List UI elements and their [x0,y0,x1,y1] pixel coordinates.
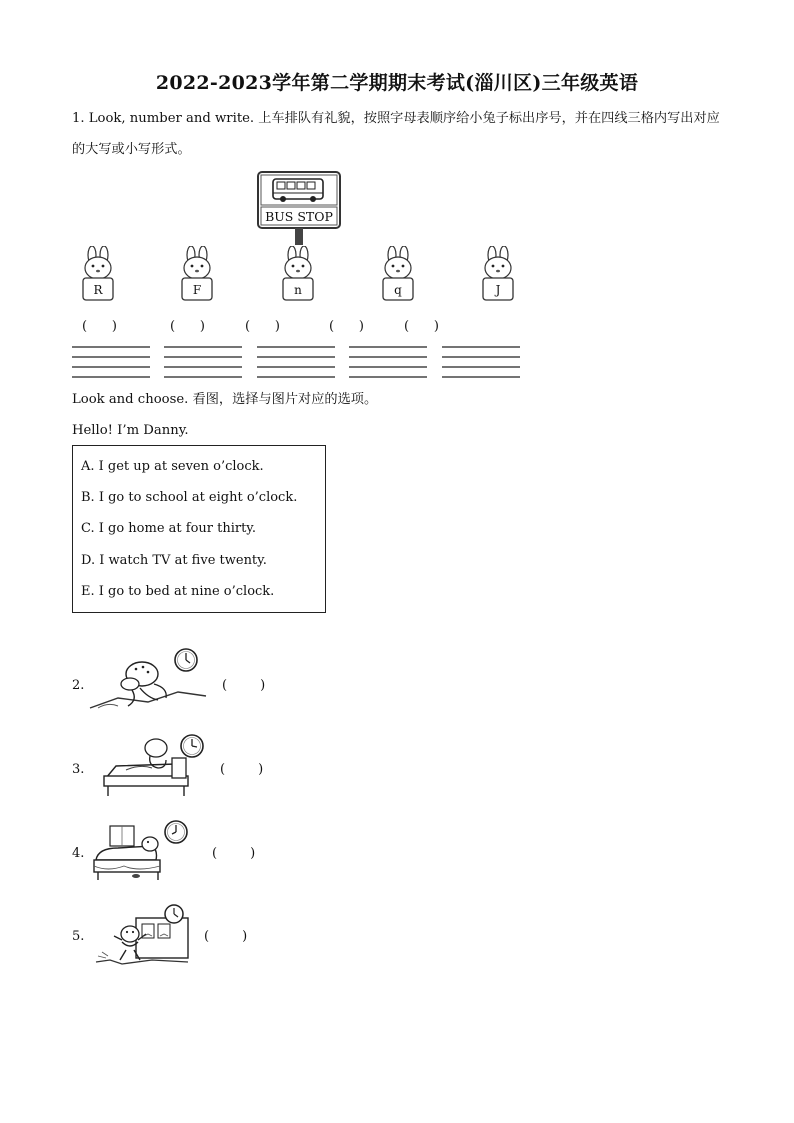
rabbit-f [177,246,217,302]
rabbit-q [378,246,418,302]
bus-icon [273,179,323,202]
options-box [72,445,326,613]
rabbit-letter: F [192,283,202,297]
rabbit-n [278,246,318,302]
option-c: C. I go home at four thirty. [81,521,257,536]
rabbit-letter: R [93,283,103,297]
writing-lines[interactable] [349,346,427,378]
rabbit-letter: n [294,283,302,297]
clock-icon [165,821,187,843]
option-d: D. I watch TV at five twenty. [81,553,267,568]
danny-bed-morning-illustration [96,734,216,798]
answer-parens[interactable]: ( ) [212,846,256,861]
option-b: B. I go to school at eight o’clock. [81,490,298,505]
question-number: 3. [72,762,85,777]
writing-lines[interactable] [442,346,520,378]
clock-icon [175,649,197,671]
intro-text: Hello! I’m Danny. [72,423,189,438]
answer-parens[interactable]: ( ) [222,678,266,693]
rabbit-r [78,246,118,302]
rabbit-letter: q [394,283,402,297]
option-e: E. I go to bed at nine o’clock. [81,584,275,599]
answer-parens[interactable]: ( ) [245,319,280,334]
writing-lines[interactable] [72,346,150,378]
question-number: 4. [72,846,85,861]
q1-instruction-line1: 1. Look, number and write. 上车排队有礼貌，按照字母表顺序给小兔子标出序号，并在四线三格内写出对应 [72,111,720,126]
answer-parens[interactable]: ( ) [329,319,364,334]
option-a: A. I get up at seven o’clock. [81,459,264,474]
danny-go-to-bed-illustration [88,820,208,884]
clock-icon [181,735,203,757]
writing-lines[interactable] [257,346,335,378]
answer-parens[interactable]: ( ) [204,929,248,944]
q1-instruction-line2: 的大写或小写形式。 [72,142,191,157]
answer-parens[interactable]: ( ) [220,762,264,777]
answer-parens[interactable]: ( ) [82,319,117,334]
danny-get-up-illustration [88,648,208,712]
question-number: 2. [72,678,85,693]
answer-parens[interactable]: ( ) [170,319,205,334]
clock-icon [165,905,183,923]
answer-parens[interactable]: ( ) [404,319,439,334]
danny-go-home-illustration [92,904,212,968]
section2-instruction: Look and choose. 看图，选择与图片对应的选项。 [72,392,378,407]
bus-stop-label: BUS STOP [265,209,333,224]
rabbit-letter: J [495,283,501,297]
writing-lines[interactable] [164,346,242,378]
sign-pole [295,228,303,245]
page-title: 2022-2023学年第二学期期末考试(淄川区)三年级英语 [155,72,639,94]
bus-stop-sign [257,171,341,245]
q1-instruction [72,103,732,165]
rabbit-j [478,246,518,302]
question-number: 5. [72,929,85,944]
